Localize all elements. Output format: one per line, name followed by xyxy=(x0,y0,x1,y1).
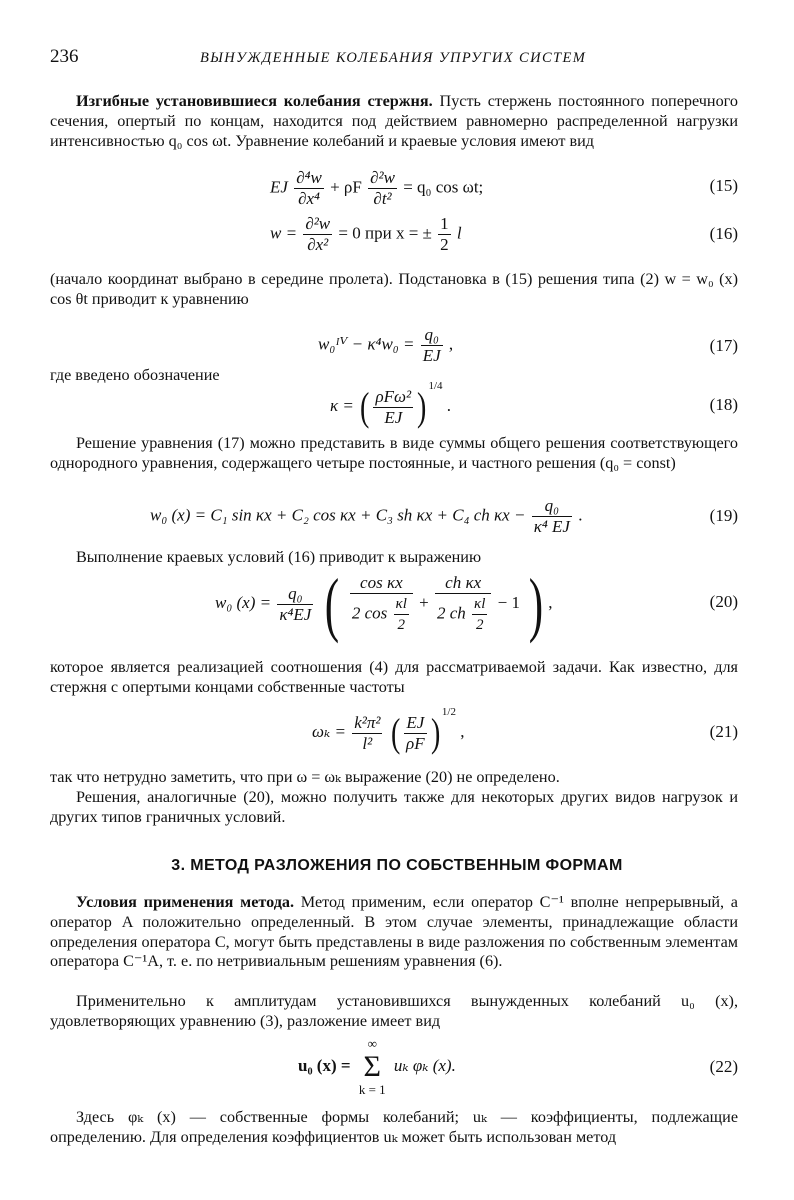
sum-symbol: ∞ Σ k = 1 xyxy=(358,1036,386,1097)
eq15-rhs: = q₀ cos ωt; xyxy=(403,177,484,197)
equation-17: w₀ᴵⱽ − κ⁴w₀ = $\frac{\text{q₀}}{EJ}$ , xyxy=(318,325,454,365)
equation-20-number: (20) xyxy=(709,592,738,611)
eq20-ch-term: ch κx 2 ch $\frac{\kappa l}{2}$ xyxy=(435,573,491,635)
eq20-cos-term: cos κx 2 cos $\frac{\kappa l}{2}$ xyxy=(350,573,413,635)
paragraph-expansion: Применительно к амплитудам установившихся вынужденных колебаний u₀ (x), удовлетворяющих уравнению (3), разложение имеет вид xyxy=(50,992,738,1030)
equation-20: w₀ (x) = $\frac{\text{q₀}}{\text{κ⁴EJ}}$ ( cos κx 2 cos $\frac{\kappa l}{2}$ + ch κx 2 ch $\frac{\kappa l}{2}$ − 1 ) , xyxy=(215,564,553,644)
equation-22: u₀ (x) = ∞ Σ k = 1 uₖ φₖ (x). xyxy=(298,1036,456,1097)
equation-18-number: (18) xyxy=(709,395,738,414)
paragraph-undefined: так что нетрудно заметить, что при ω = ωₖ выражение (20) не определено. xyxy=(50,768,560,786)
equation-16-number: (16) xyxy=(709,224,738,243)
equation-22-number: (22) xyxy=(709,1057,738,1076)
paragraph-title: Условия применения метода. xyxy=(76,893,295,911)
paragraph-notation: где введено обозначение xyxy=(50,366,220,384)
eq15-frac1: $\frac{\text{∂⁴w}}{\text{∂x⁴}}$ xyxy=(296,168,322,208)
paragraph-eigenforms: Здесь φₖ (x) — собственные формы колебаний; uₖ — коэффициенты, подлежащие определению. Для определения коэффициентов uₖ может быть использован метод xyxy=(50,1108,738,1146)
equation-19-number: (19) xyxy=(709,506,738,525)
paragraph-boundary: Выполнение краевых условий (16) приводит к выражению xyxy=(76,548,482,566)
paragraph-conditions xyxy=(50,893,738,972)
equation-15 xyxy=(270,168,483,209)
paragraph-text: Метод применим, если оператор C⁻¹ вполне непрерывный, а оператор A положительно определенный. В этом случае элементы, принадлежащие области определения оператора C, могут быть представлены в виде разложения по собственным элементам оператора C⁻¹A, т. е. по нетривиальным решениям уравнения (6). xyxy=(50,893,738,971)
paragraph-realization: которое является реализацией соотношения (4) для рассматриваемой задачи. Как известно, для стержня с опертыми концами собственные частоты xyxy=(50,658,738,696)
running-title: ВЫНУЖДЕННЫЕ КОЛЕБАНИЯ УПРУГИХ СИСТЕМ xyxy=(200,50,587,66)
equation-17-number: (17) xyxy=(709,336,738,355)
equation-21: ωₖ = $\frac{\text{k²π²}}{\text{l²}}$ ( $\frac{EJ}{\rho F}$ ) $^{1/2}$ , xyxy=(312,706,465,756)
eq15-coef: EJ xyxy=(270,177,288,197)
equation-18: κ = ( $\frac{\text{ρFω²}}{EJ}$ ) $^{1/4}$ . xyxy=(330,380,452,430)
paragraph-bending-vibrations xyxy=(50,92,738,151)
eq15-plus: + ρF xyxy=(330,177,362,197)
section-heading: 3. МЕТОД РАЗЛОЖЕНИЯ ПО СОБСТВЕННЫМ ФОРМАМ xyxy=(171,857,623,874)
equation-19: w₀ (x) = C₁ sin κx + C₂ cos κx + C₃ sh κx + C₄ ch κx − $\frac{\text{q₀}}{\text{κ⁴ EJ}}$ . xyxy=(150,496,583,536)
equation-21-number: (21) xyxy=(709,722,738,741)
equation-15-number: (15) xyxy=(709,176,738,195)
equation-16: w = $\frac{\text{∂²w}}{\text{∂x²}}$ = 0 при x = ± $\frac{1}{2}$ l xyxy=(270,214,462,254)
paragraph-similar: Решения, аналогичные (20), можно получить также для некоторых других видов нагрузок и других типов граничных условий. xyxy=(50,788,738,826)
eq15-frac2: $\frac{\text{∂²w}}{\text{∂t²}}$ xyxy=(370,168,395,208)
paragraph-solution: Решение уравнения (17) можно представить в виде суммы общего решения соответствующего однородного уравнения, содержащего четыре постоянные, и частного решения (q₀ = const) xyxy=(50,434,738,472)
paragraph-title: Изгибные установившиеся колебания стержня. xyxy=(76,92,433,110)
page-number: 236 xyxy=(50,46,79,67)
paragraph-substitution: (начало координат выбрано в середине пролета). Подстановка в (15) решения типа (2) w = w₀ (x) cos θt приводит к уравнению xyxy=(50,270,738,308)
paragraph-text: Пусть стержень постоянного поперечного сечения, опертый по концам, находится под действием равномерно распределенной нагрузки интенсивностью q₀ cos ωt. Уравнение колебаний и краевые условия имеют вид xyxy=(50,92,738,150)
